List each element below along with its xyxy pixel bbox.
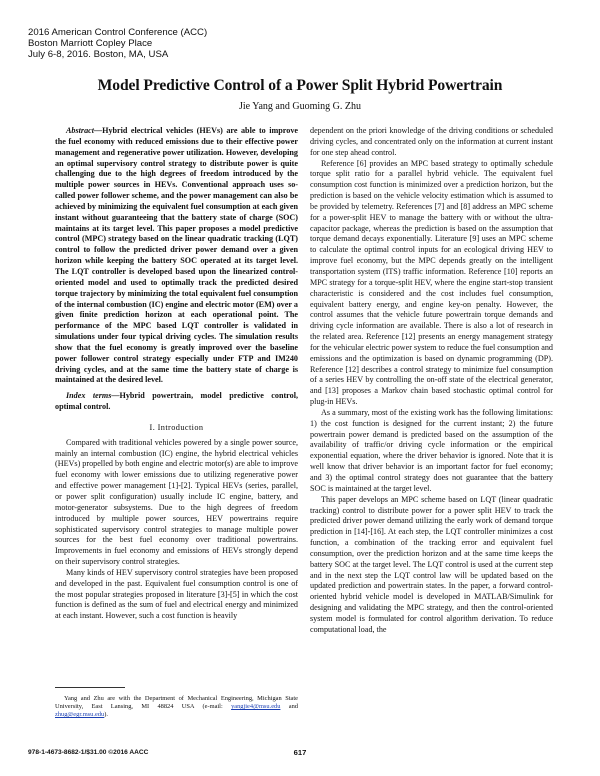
index-terms-text: —Hybrid powertrain, model predictive control, optimal control. [55,391,298,412]
index-terms-label: Index terms [66,391,112,401]
abstract [55,126,298,386]
page-number: 617 [293,748,307,757]
isbn-copyright: 978-1-4673-8682-1/$31.00 ©2016 AACC [28,749,149,756]
right-paragraph-1: dependent on the priori knowledge of the driving conditions or scheduled driving cycles, and concentrated only on the information at current instant for one step ahead control. [310,126,553,157]
section-heading-introduction: I. Introduction [149,422,204,432]
right-paragraph-4: This paper develops an MPC scheme based on LQT (linear quadratic tracking) control to distribute power for a power split HEV to track the predicted driver power demand utilizing the early work of demand torque prediction in [14]-[16]. At each step, the LQT controller minimizes a cost function, a combination of the tracking error and equivalent fuel consumption, over the prediction horizon and at the same time keeps the battery SOC at the target level. The LQT control is used at the current step and in the next step the LQT control law will be updated based on the updated prediction and powertrain states. In the paper, a forward control-oriented hybrid vehicle model is developed in MATLAB/Simulink for designing and validating the MPC strategy, and then the control-oriented system model is formulated for control algorithm derivation. To reduce computational load, the [310,494,553,634]
intro-paragraph-2: Many kinds of HEV supervisory control strategies have been proposed and developed in the past. Equivalent fuel consumption control is one of the most popular strategies proposed in literature [3]-[5] in which the cost function is defined as the sum of fuel and electrical energy and minimized at each instant. However, such a cost function is heavily [55,567,298,621]
email-link-yang[interactable]: yangjie4@msu.edu [231,703,281,710]
footnote-affiliation: Yang and Zhu are with the Department of Mechanical Engineering, Michigan State University, East Lansing, MI 48824 USA (e-mail: [55,695,298,710]
email-link-zhu[interactable]: zhug@egr.msu.edu [55,711,105,718]
left-column [55,126,298,622]
footnote-rule [55,687,125,688]
index-terms [55,391,298,413]
right-paragraph-2: Reference [6] provides an MPC based strategy to optimally schedule torque split ratio for a parallel hybrid vehicle. The equivalent fuel consumption cost function is minimized over a prediction horizon, but the prediction is based on the vehicle velocity estimation which is assumed to be provided by telemetry. References [7] and [8] address an MPC scheme for a power-split HEV to manage the battery with or without the ultra-capacitor package, whereas the prediction is based on the assumption that torque demand decays exponentially. Literature [9] uses an MPC scheme to calculate the optimal control inputs for an ecological driving HEV to improve fuel economy, but the MPC depends greatly on the intelligent transportation system (ITS) traffic information. Reference [10] reports an MPC strategy for a torque-split HEV, where the engine start-stop transient characteristic is considered and the cost includes fuel consumption, equivalent battery energy, and engine key-on penalty. However, the control assumes that the vehicle future powertrain torque demands and driving cycle information are available. There is also a lot of research in the related area. Reference [12] presents an energy management strategy for the vehicular electric power system to reduce the fuel consumption and emissions and the optimization is based on dynamic programming (DP). Reference [12] describes a control strategy to minimize fuel consumption of a series HEV by controlling the on-off state of the electrical generator, and [13] proposes a Markov chain based stochastic optimal control for plug-in HEVs. [310,158,553,407]
abstract-text: —Hybrid electrical vehicles (HEVs) are able to improve the fuel economy with reduced emissions due to their effective power management and regenerative power utilization. However, developing an optimal supervisory control strategy to distribute power is quite challenging due to the high degrees of freedom introduced by the multiple power sources in HEVs. Conventional approach uses so-called power follower scheme, and the power management can also be achieved by minimizing the equivalent fuel consumption at each given instant without guaranteeing that the battery state of charge (SOC) maintains at its target level. This paper proposes a model predictive control (MPC) strategy based on the linear quadratic tracking (LQT) control to follow the predicted driver power demand over a given horizon while keeping the battery SOC operated at its target level. The LQT controller is developed based upon the linearized control-oriented model and used to optimally track the predicted desired torque trajectory by minimizing the total equivalent fuel consumption of the internal combustion (IC) engine and electric motor (EM) over a given finite prediction horizon at each operational point. The performance of the MPC based LQT controller is validated in simulations under four typical driving cycles. The simulation results show that the fuel economy is greatly improved over the baseline power follower control strategy especially under FTP and IM240 driving cycles, and at the same time the battery state of charge is maintained at the desired level. [55,126,298,385]
footnote-text [55,695,298,719]
author-footnote [55,695,298,719]
paper-authors: Jie Yang and Guoming G. Zhu [239,101,361,112]
right-paragraph-3: As a summary, most of the existing work has the following limitations: 1) the cost function is designed for the current instant; 2) the future powertrain power demand is predicted based on the assumption of the availability of traffic/or driving cycle information or the empirical exponential equation, where the driver behavior is ignored. Note that it is well know that driver behavior is an important factor for fuel economy; and 3) the optimal control strategy does not guarantee that the battery SOC is maintained at the target level. [310,407,553,493]
conference-date: July 6-8, 2016. Boston, MA, USA [28,49,169,61]
conference-venue: Boston Marriott Copley Place [28,38,153,50]
abstract-label: Abstract [66,126,94,135]
conference-name: 2016 American Control Conference (ACC) [28,27,208,38]
intro-paragraph-1: Compared with traditional vehicles powered by a single power source, mainly an internal combustion (IC) engine, the hybrid electrical vehicles (HEVs) propelled by both engine and electric motor(s) are able to improve fuel economy with lower emissions due to utilizing regenerative power and effective power management [1]-[2]. Typical HEVs (series, parallel, or power split configuration) usually include IC engine, battery, and motor-generator subsystems. Due to the high degrees of freedom introduced by multiple power sources, HEV powertrains require sophisticated supervisory control strategies to manage multiple power sources for the best fuel economy over traditional powertrains. Improvements in fuel economy and emissions of HEVs strongly depend on their supervisory control strategies. [55,437,298,567]
conference-header [28,27,207,61]
paper-title: Model Predictive Control of a Power Split Hybrid Powertrain [97,77,503,94]
footnote-end: ). [104,711,108,718]
footnote-and: and [280,703,298,710]
right-column [310,126,553,636]
